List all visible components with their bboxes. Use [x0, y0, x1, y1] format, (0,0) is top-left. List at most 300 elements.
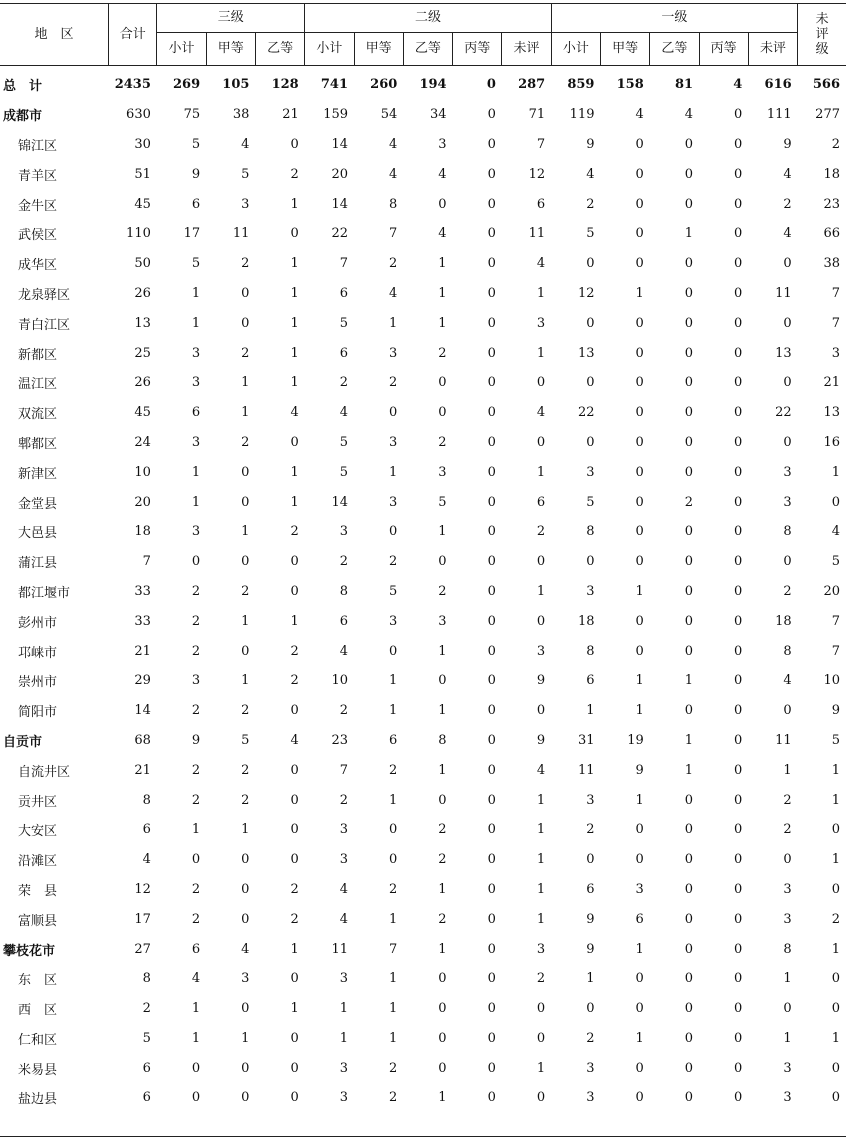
value-cell: 0: [635, 554, 644, 570]
value-cell: 0: [684, 881, 694, 897]
value-cell: 1: [536, 1060, 546, 1076]
value-cell: 0: [635, 494, 644, 510]
value-cell: 3: [586, 464, 595, 480]
value-cell: 0: [734, 494, 743, 510]
value-cell: 1: [536, 583, 546, 599]
value-cell: 5: [191, 256, 201, 272]
value-cell: 0: [438, 405, 447, 421]
table-row-city: [0, 726, 846, 756]
value-cell: 0: [684, 1001, 694, 1017]
value-cell: 119: [569, 107, 595, 123]
hospital-grade-table: [0, 3, 846, 1113]
value-cell: 0: [487, 1060, 496, 1076]
value-cell: 20: [134, 494, 151, 510]
value-cell: 7: [831, 315, 840, 331]
value-cell: 20: [823, 583, 840, 599]
value-cell: 1: [241, 524, 250, 540]
value-cell: 0: [438, 554, 447, 570]
value-cell: 0: [734, 524, 743, 540]
value-cell: 1: [536, 464, 546, 480]
header-grade2-a: 甲等: [354, 33, 403, 66]
value-cell: 1: [290, 196, 299, 212]
value-cell: 0: [586, 852, 595, 868]
value-cell: 10: [331, 673, 349, 689]
value-cell: 0: [389, 643, 398, 659]
value-cell: 1: [438, 643, 447, 659]
value-cell: 0: [684, 434, 694, 450]
table-row: [0, 189, 846, 219]
value-cell: 0: [536, 375, 546, 391]
value-cell: 0: [684, 792, 694, 808]
value-cell: 0: [290, 792, 299, 808]
value-cell: 1: [586, 703, 595, 719]
value-cell: 2: [389, 1060, 398, 1076]
table-row: [0, 159, 846, 189]
value-cell: 1: [339, 1001, 349, 1017]
value-cell: 0: [684, 1060, 694, 1076]
value-cell: 9: [191, 166, 201, 182]
value-cell: 0: [734, 971, 743, 987]
value-cell: 45: [134, 196, 151, 212]
value-cell: 2: [389, 762, 398, 778]
value-cell: 0: [241, 911, 250, 927]
value-cell: 4: [290, 405, 299, 421]
value-cell: 2: [586, 1030, 595, 1046]
value-cell: 0: [487, 554, 496, 570]
value-cell: 2: [438, 911, 447, 927]
value-cell: 2: [191, 792, 201, 808]
value-cell: 71: [528, 107, 546, 123]
value-cell: 2: [290, 673, 299, 689]
value-cell: 2: [241, 703, 250, 719]
value-cell: 18: [577, 613, 595, 629]
value-cell: 8: [142, 792, 151, 808]
table-row: [0, 577, 846, 607]
value-cell: 0: [734, 703, 743, 719]
value-cell: 21: [134, 643, 151, 659]
table-row: [0, 785, 846, 815]
table-row: [0, 904, 846, 934]
value-cell: 630: [126, 107, 151, 123]
value-cell: 11: [577, 762, 595, 778]
header-grade1: 一级: [551, 4, 797, 33]
value-cell: 0: [487, 375, 496, 391]
table-row: [0, 308, 846, 338]
value-cell: 1: [241, 375, 250, 391]
value-cell: 0: [536, 613, 546, 629]
region-name-cell: 米易县: [18, 1062, 58, 1078]
value-cell: 10: [134, 464, 151, 480]
bottom-rule: [0, 1136, 846, 1137]
value-cell: 1: [438, 1090, 447, 1106]
value-cell: 0: [635, 345, 644, 361]
table-row-total: [0, 66, 846, 100]
value-cell: 1: [783, 762, 792, 778]
value-cell: 4: [339, 881, 349, 897]
value-cell: 6: [339, 345, 349, 361]
value-cell: 8: [339, 583, 349, 599]
value-cell: 1: [290, 494, 299, 510]
value-cell: 2: [389, 256, 398, 272]
region-name-cell: 荣 县: [18, 883, 58, 899]
value-cell: 0: [438, 1001, 447, 1017]
table-row: [0, 606, 846, 636]
value-cell: 0: [487, 434, 496, 450]
value-cell: 0: [586, 554, 595, 570]
value-cell: 1: [290, 941, 299, 957]
value-cell: 1: [684, 673, 694, 689]
value-cell: 2: [191, 613, 201, 629]
value-cell: 1: [536, 285, 546, 301]
value-cell: 1: [191, 822, 201, 838]
table-row: [0, 845, 846, 875]
region-name-cell: 青白江区: [18, 317, 71, 333]
value-cell: 4: [783, 673, 792, 689]
value-cell: 3: [438, 613, 447, 629]
header-grade2: 二级: [305, 4, 551, 33]
value-cell: 0: [684, 703, 694, 719]
value-cell: 0: [783, 375, 792, 391]
value-cell: 0: [734, 673, 743, 689]
value-cell: 9: [536, 673, 546, 689]
value-cell: 26: [134, 375, 151, 391]
value-cell: 3: [389, 345, 398, 361]
table-row: [0, 398, 846, 428]
value-cell: 4: [290, 732, 299, 748]
value-cell: 0: [487, 345, 496, 361]
value-cell: 0: [684, 166, 694, 182]
value-cell: 7: [339, 256, 349, 272]
value-cell: 1: [290, 375, 299, 391]
header-grade2-unrated: 未评: [502, 33, 551, 66]
region-name-cell: 崇州市: [18, 675, 58, 691]
value-cell: 0: [241, 494, 250, 510]
table-row: [0, 994, 846, 1024]
value-cell: 0: [635, 852, 644, 868]
value-cell: 0: [290, 583, 299, 599]
value-cell: 0: [734, 881, 743, 897]
value-cell: 5: [191, 136, 201, 152]
value-cell: 19: [627, 732, 644, 748]
region-name-cell: 大安区: [18, 824, 58, 840]
value-cell: 1: [831, 762, 840, 778]
value-cell: 0: [290, 1030, 299, 1046]
region-name-cell: 仁和区: [18, 1032, 58, 1048]
value-cell: 0: [831, 881, 840, 897]
value-cell: 0: [684, 911, 694, 927]
region-name-cell: 攀枝花市: [3, 943, 56, 959]
value-cell: 287: [518, 77, 546, 93]
table-row: [0, 428, 846, 458]
region-name-cell: 富顺县: [18, 913, 58, 929]
value-cell: 2: [290, 881, 299, 897]
value-cell: 0: [487, 1090, 496, 1106]
value-cell: 566: [812, 77, 840, 93]
value-cell: 0: [684, 554, 694, 570]
value-cell: 1: [536, 345, 546, 361]
value-cell: 11: [775, 285, 792, 301]
value-cell: 0: [487, 1001, 496, 1017]
region-name-cell: 新津区: [18, 466, 58, 482]
value-cell: 0: [635, 1090, 644, 1106]
value-cell: 3: [831, 345, 840, 361]
value-cell: 2: [438, 822, 447, 838]
value-cell: 0: [241, 285, 250, 301]
value-cell: 1: [191, 1001, 201, 1017]
value-cell: 0: [389, 822, 398, 838]
value-cell: 1: [831, 464, 840, 480]
value-cell: 1: [831, 852, 840, 868]
header-grade3-a: 甲等: [206, 33, 255, 66]
header-grade3-b: 乙等: [255, 33, 304, 66]
value-cell: 34: [430, 107, 447, 123]
value-cell: 4: [831, 524, 840, 540]
value-cell: 0: [487, 405, 496, 421]
value-cell: 5: [142, 1030, 151, 1046]
value-cell: 0: [536, 1001, 546, 1017]
value-cell: 0: [684, 196, 694, 212]
value-cell: 1: [389, 703, 398, 719]
value-cell: 1: [438, 762, 447, 778]
value-cell: 1: [831, 941, 840, 957]
value-cell: 0: [487, 852, 496, 868]
region-name-cell: 武侯区: [18, 228, 58, 244]
value-cell: 1: [536, 822, 546, 838]
value-cell: 3: [438, 464, 447, 480]
value-cell: 0: [734, 732, 743, 748]
value-cell: 4: [733, 77, 743, 93]
value-cell: 2: [389, 1090, 398, 1106]
value-cell: 3: [438, 136, 447, 152]
value-cell: 0: [734, 583, 743, 599]
value-cell: 0: [684, 136, 694, 152]
value-cell: 4: [389, 166, 398, 182]
value-cell: 4: [241, 136, 250, 152]
value-cell: 0: [734, 285, 743, 301]
value-cell: 0: [487, 643, 496, 659]
value-cell: 2: [241, 434, 250, 450]
value-cell: 0: [783, 434, 792, 450]
value-cell: 33: [134, 613, 151, 629]
value-cell: 2: [783, 196, 792, 212]
value-cell: 25: [134, 345, 151, 361]
value-cell: 0: [734, 1030, 743, 1046]
value-cell: 12: [577, 285, 595, 301]
table-row: [0, 457, 846, 487]
header-grade1-b: 乙等: [650, 33, 699, 66]
value-cell: 1: [389, 673, 398, 689]
region-name-cell: 彭州市: [18, 615, 58, 631]
table-row: [0, 1024, 846, 1054]
statistics-table-container: [0, 3, 846, 1113]
value-cell: 0: [734, 1060, 743, 1076]
value-cell: 13: [134, 315, 151, 331]
value-cell: 3: [783, 911, 792, 927]
value-cell: 1: [536, 792, 546, 808]
value-cell: 0: [487, 613, 496, 629]
value-cell: 9: [586, 941, 595, 957]
region-name-cell: 青羊区: [18, 168, 58, 184]
value-cell: 0: [241, 1090, 250, 1106]
value-cell: 0: [586, 315, 595, 331]
header-unrated: [798, 4, 846, 66]
region-name-cell: 蒲江县: [18, 556, 58, 572]
value-cell: 1: [831, 1030, 840, 1046]
value-cell: 0: [635, 434, 644, 450]
value-cell: 110: [126, 226, 151, 242]
value-cell: 27: [134, 941, 151, 957]
value-cell: 1: [290, 315, 299, 331]
value-cell: 1: [290, 1001, 299, 1017]
value-cell: 0: [783, 1001, 792, 1017]
table-row-city: [0, 100, 846, 130]
value-cell: 0: [684, 464, 694, 480]
value-cell: 0: [241, 554, 250, 570]
value-cell: 0: [734, 613, 743, 629]
value-cell: 12: [134, 881, 151, 897]
value-cell: 2: [783, 822, 792, 838]
value-cell: 0: [290, 434, 299, 450]
region-name-cell: 金堂县: [18, 496, 58, 512]
value-cell: 2: [438, 852, 447, 868]
table-row: [0, 547, 846, 577]
value-cell: 194: [419, 77, 447, 93]
value-cell: 0: [586, 434, 595, 450]
value-cell: 2: [191, 583, 201, 599]
value-cell: 0: [586, 375, 595, 391]
value-cell: 5: [831, 554, 840, 570]
value-cell: 9: [586, 911, 595, 927]
value-cell: 8: [142, 971, 151, 987]
value-cell: 0: [635, 524, 644, 540]
value-cell: 1: [241, 822, 250, 838]
value-cell: 3: [536, 643, 546, 659]
table-row: [0, 875, 846, 905]
value-cell: 1: [438, 315, 447, 331]
value-cell: 0: [635, 643, 644, 659]
region-name-cell: 大邑县: [18, 526, 58, 542]
value-cell: 2: [536, 971, 546, 987]
value-cell: 0: [635, 971, 644, 987]
table-row: [0, 696, 846, 726]
value-cell: 5: [241, 732, 250, 748]
value-cell: 0: [487, 881, 496, 897]
value-cell: 0: [191, 852, 201, 868]
table-row: [0, 219, 846, 249]
value-cell: 0: [487, 315, 496, 331]
value-cell: 13: [577, 345, 595, 361]
value-cell: 6: [339, 285, 349, 301]
value-cell: 0: [290, 554, 299, 570]
value-cell: 0: [191, 1090, 201, 1106]
table-row: [0, 338, 846, 368]
value-cell: 0: [241, 464, 250, 480]
value-cell: 1: [241, 405, 250, 421]
value-cell: 0: [684, 1030, 694, 1046]
header-grade1-subtotal: 小计: [562, 41, 589, 56]
value-cell: 5: [241, 166, 250, 182]
value-cell: 0: [389, 524, 398, 540]
value-cell: 5: [586, 226, 595, 242]
value-cell: 0: [487, 524, 496, 540]
value-cell: 260: [370, 77, 398, 93]
value-cell: 277: [815, 107, 840, 123]
value-cell: 0: [487, 166, 496, 182]
region-name-cell: 总 计: [3, 79, 43, 95]
value-cell: 22: [577, 405, 595, 421]
value-cell: 0: [831, 494, 840, 510]
value-cell: 7: [142, 554, 151, 570]
value-cell: 0: [734, 941, 743, 957]
value-cell: 0: [290, 971, 299, 987]
value-cell: 0: [487, 464, 496, 480]
value-cell: 0: [734, 554, 743, 570]
value-cell: 9: [635, 762, 644, 778]
value-cell: 4: [191, 971, 201, 987]
value-cell: 0: [734, 852, 743, 868]
value-cell: 0: [487, 226, 496, 242]
value-cell: 6: [586, 673, 595, 689]
value-cell: 0: [734, 315, 743, 331]
region-name-cell: 双流区: [18, 407, 58, 423]
value-cell: 1: [241, 1030, 250, 1046]
table-row: [0, 249, 846, 279]
value-cell: 14: [331, 136, 349, 152]
value-cell: 0: [635, 464, 644, 480]
value-cell: 16: [823, 434, 840, 450]
value-cell: 0: [831, 1060, 840, 1076]
value-cell: 2: [586, 822, 595, 838]
region-name-cell: 自流井区: [18, 764, 71, 780]
value-cell: 0: [684, 971, 694, 987]
value-cell: 11: [232, 226, 250, 242]
value-cell: 2: [290, 524, 299, 540]
table-row: [0, 368, 846, 398]
region-name-cell: 盐边县: [18, 1092, 58, 1108]
value-cell: 18: [134, 524, 151, 540]
value-cell: 3: [586, 1060, 595, 1076]
value-cell: 0: [684, 613, 694, 629]
value-cell: 0: [438, 673, 447, 689]
value-cell: 51: [134, 166, 151, 182]
value-cell: 38: [232, 107, 250, 123]
value-cell: 3: [339, 1090, 349, 1106]
value-cell: 0: [438, 792, 447, 808]
value-cell: 0: [635, 375, 644, 391]
value-cell: 4: [783, 226, 792, 242]
table-row: [0, 1083, 846, 1113]
value-cell: 269: [173, 77, 201, 93]
value-cell: 1: [290, 613, 299, 629]
value-cell: 6: [536, 494, 546, 510]
region-name-cell: 自贡市: [3, 734, 43, 750]
value-cell: 0: [536, 434, 546, 450]
value-cell: 0: [241, 1001, 250, 1017]
value-cell: 6: [339, 613, 349, 629]
value-cell: 9: [831, 703, 840, 719]
value-cell: 0: [536, 703, 546, 719]
value-cell: 3: [191, 434, 201, 450]
value-cell: 2435: [114, 77, 151, 93]
value-cell: 1: [684, 732, 694, 748]
value-cell: 0: [783, 256, 792, 272]
value-cell: 0: [734, 643, 743, 659]
value-cell: 2: [339, 554, 349, 570]
value-cell: 2: [684, 494, 694, 510]
value-cell: 10: [823, 673, 840, 689]
value-cell: 5: [831, 732, 840, 748]
value-cell: 1: [290, 464, 299, 480]
